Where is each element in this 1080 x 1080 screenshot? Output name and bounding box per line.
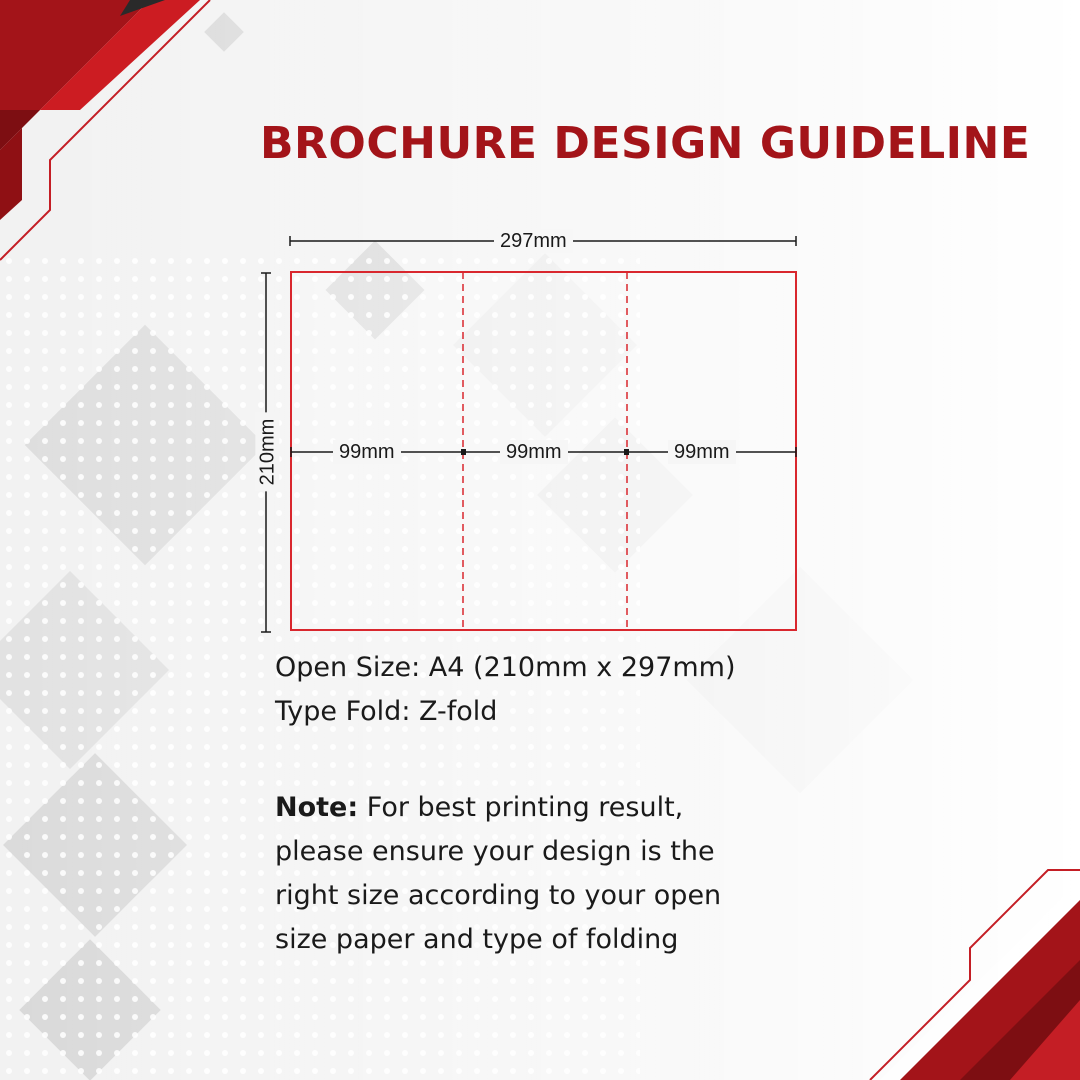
panel-label-3: 99mm: [668, 440, 736, 464]
height-label: 210mm: [255, 413, 279, 492]
note-text-2: please ensure your design is the: [275, 836, 715, 867]
width-label: 297mm: [494, 229, 573, 253]
panel-tick-1: [461, 449, 466, 455]
note-line-1: [275, 786, 835, 830]
fold-type-text: Type Fold: Z-fold: [275, 696, 498, 727]
page-title: BROCHURE DESIGN GUIDELINE: [260, 118, 1031, 169]
panel-label-1: 99mm: [333, 440, 401, 464]
panel-label-2: 99mm: [500, 440, 568, 464]
note-text-1: For best printing result,: [358, 792, 684, 823]
panel-tick-2: [624, 449, 629, 455]
note-text-4: size paper and type of folding: [275, 924, 679, 955]
open-size-text: Open Size: A4 (210mm x 297mm): [275, 652, 736, 683]
note-text-3: right size according to your open: [275, 880, 722, 911]
note-block: [275, 786, 835, 962]
note-label: Note:: [275, 792, 359, 823]
